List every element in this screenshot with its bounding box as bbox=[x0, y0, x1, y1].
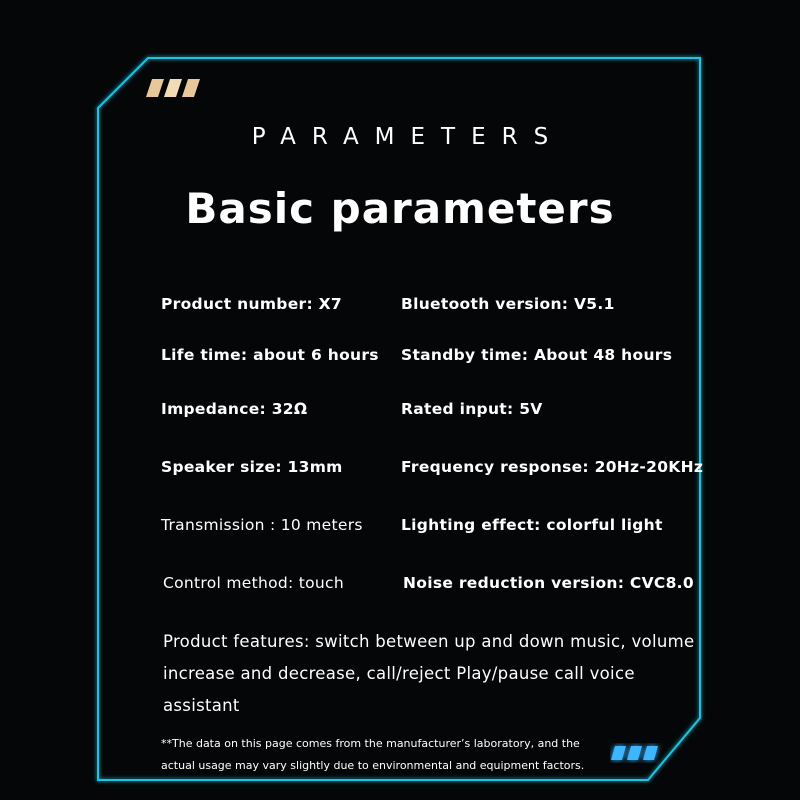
product-features: Product features: switch between up and down music, volume increase and decrease, call/reject Play/pause call voice assistant bbox=[163, 632, 695, 715]
top-stripes-decoration bbox=[146, 79, 204, 97]
spec-transmission: Transmission : 10 meters bbox=[161, 516, 363, 534]
section-eyebrow: PARAMETERS bbox=[251, 124, 565, 150]
spec-product-number: Product number: X7 bbox=[161, 295, 342, 313]
spec-bluetooth-version: Bluetooth version: V5.1 bbox=[401, 295, 615, 313]
spec-speaker-size: Speaker size: 13mm bbox=[161, 458, 343, 476]
spec-frequency-response: Frequency response: 20Hz-20KHz bbox=[401, 458, 704, 476]
bottom-stripes-decoration bbox=[610, 743, 664, 763]
footnote: **The data on this page comes from the manufacturer’s laboratory, and the actual usage may vary slightly due to environmental and equipment factors. bbox=[161, 737, 585, 772]
spec-lighting-effect: Lighting effect: colorful light bbox=[401, 516, 663, 534]
spec-impedance: Impedance: 32Ω bbox=[161, 400, 308, 418]
spec-life-time: Life time: about 6 hours bbox=[161, 346, 379, 364]
spec-noise-reduction: Noise reduction version: CVC8.0 bbox=[403, 574, 694, 592]
page-title: Basic parameters bbox=[185, 184, 615, 233]
spec-rated-input: Rated input: 5V bbox=[401, 400, 543, 418]
spec-control-method: Control method: touch bbox=[163, 574, 344, 592]
spec-standby-time: Standby time: About 48 hours bbox=[401, 346, 673, 364]
